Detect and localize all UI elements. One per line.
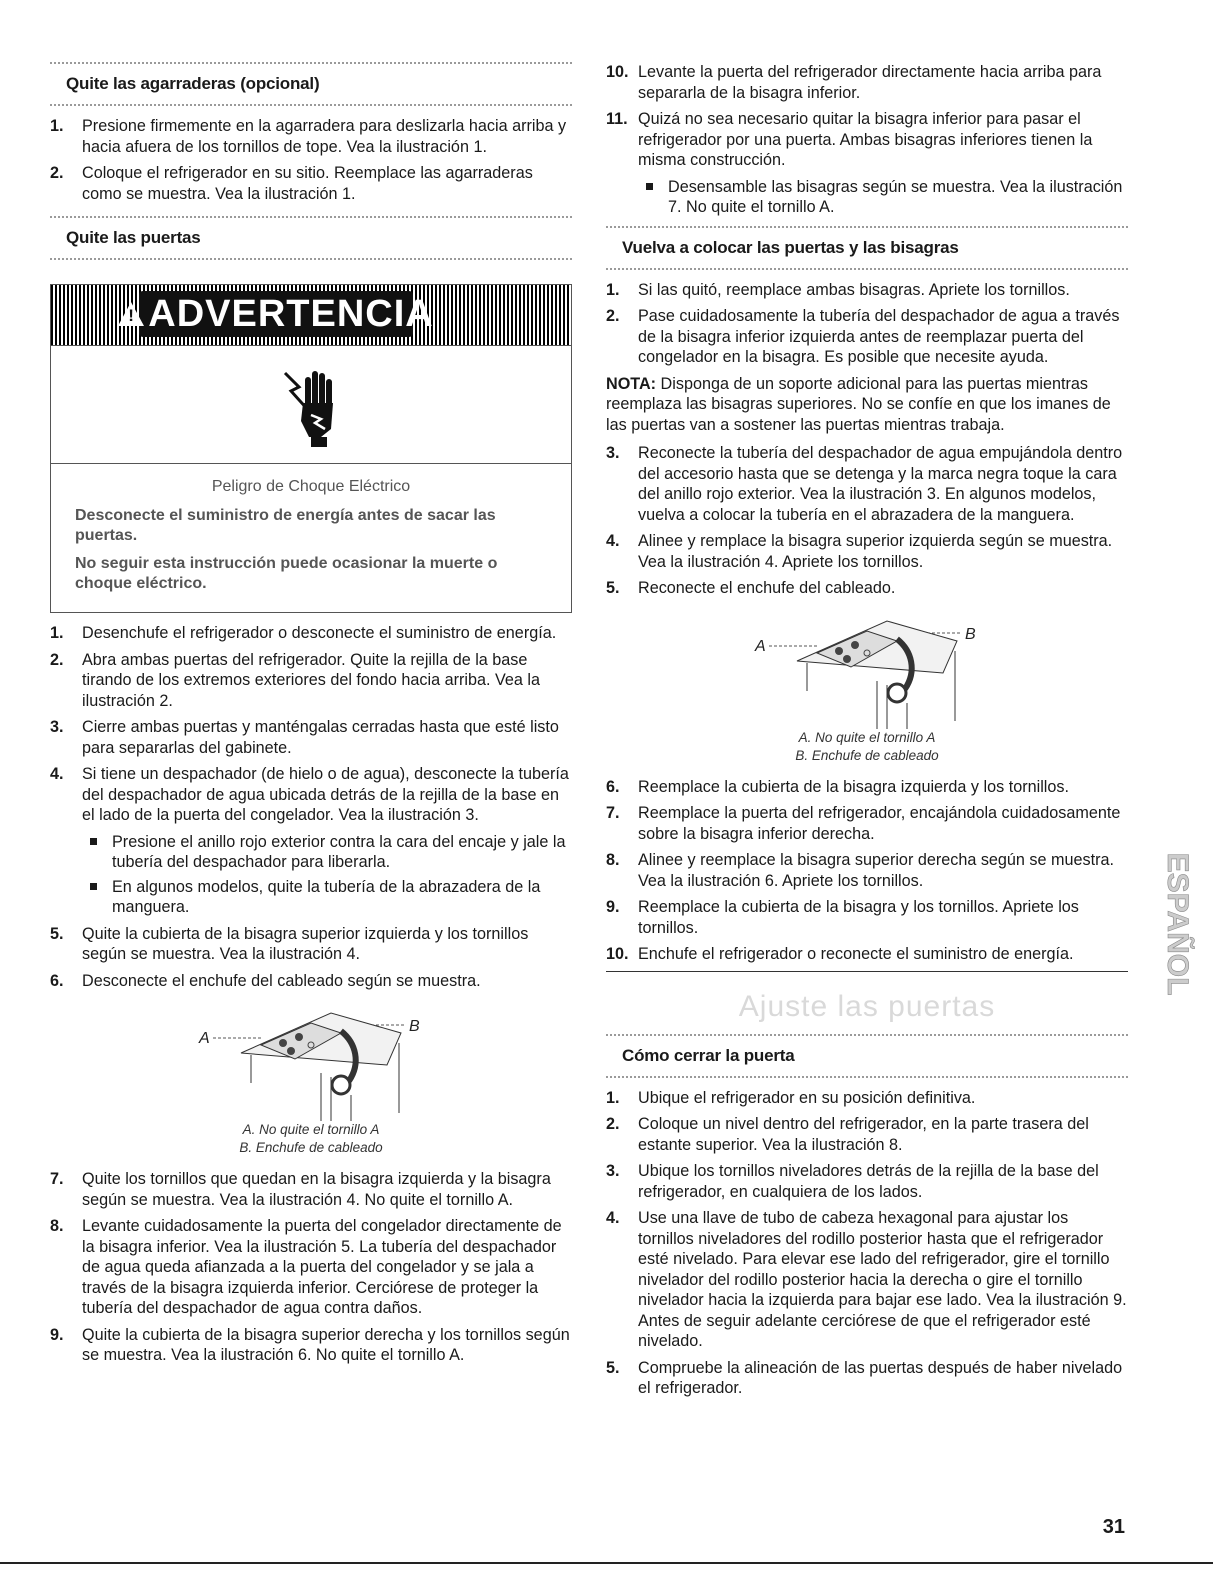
steps-reinstalar-cont bbox=[606, 443, 1128, 599]
label-a: A bbox=[755, 637, 766, 655]
list-item: 3. Ubique los tornillos niveladores detrás de la rejilla de la base del refrigerador, en cualquiera de los lados. bbox=[606, 1162, 1099, 1201]
section-title-puertas: Quite las puertas bbox=[66, 228, 201, 247]
list-item: 5. Reconecte el enchufe del cableado. bbox=[606, 579, 896, 597]
divider bbox=[50, 104, 572, 106]
steps-puertas-cont bbox=[50, 1169, 572, 1366]
page-number: 31 bbox=[1102, 1516, 1125, 1538]
hinge-illustration bbox=[50, 1003, 572, 1157]
list-item: 10. Enchufe el refrigerador o reconecte el suministro de energía. bbox=[606, 945, 1074, 963]
hinge-diagram bbox=[191, 1003, 431, 1121]
divider bbox=[50, 62, 572, 64]
steps-cerrar bbox=[606, 1088, 1128, 1399]
list-item: 2. Coloque un nivel dentro del refrigerador, en la parte trasera del estante superior. Vea la ilustración 8. bbox=[606, 1115, 1089, 1154]
steps-agarraderas bbox=[50, 116, 572, 204]
divider bbox=[606, 1076, 1128, 1078]
list-item: 6. Desconecte el enchufe del cableado según se muestra. bbox=[50, 971, 481, 990]
side-tab-label: ESPAÑOL bbox=[1161, 852, 1194, 996]
section-title-agarraderas: Quite las agarraderas (opcional) bbox=[66, 74, 320, 93]
steps-puertas bbox=[50, 623, 572, 991]
bullet-item: Presione el anillo rojo exterior contra la cara del encaje y jale la tubería del despachador para liberarla. bbox=[82, 832, 572, 873]
figure-caption: A. No quite el tornillo A bbox=[242, 1122, 380, 1137]
warning-triangle-icon bbox=[118, 302, 144, 326]
section-banner: Ajuste las puertas bbox=[738, 989, 996, 1023]
section-title-cerrar: Cómo cerrar la puerta bbox=[622, 1045, 795, 1065]
list-item: 9. Reemplace la cubierta de la bisagra y los tornillos. Apriete los tornillos. bbox=[606, 898, 1079, 937]
figure-caption: B. Enchufe de cableado bbox=[239, 1140, 383, 1155]
list-item: 11. Quizá no sea necesario quitar la bisagra inferior para pasar el refrigerador por una puerta. Ambas bisagras inferiores tienen la misma construcción. Desensamble las bisagras según se muestra. Vea la ilustración 7. No quite el tornillo A. bbox=[606, 109, 1128, 218]
list-item: 7. Quite los tornillos que quedan en la bisagra izquierda y la bisagra según se muestra. Vea la ilustración 4. No quite el tornillo A. bbox=[50, 1170, 551, 1209]
warning-banner bbox=[51, 285, 571, 345]
list-item: 5. Quite la cubierta de la bisagra superior izquierda y los tornillos según se muestra. Vea la ilustración 4. bbox=[50, 924, 529, 963]
divider bbox=[50, 216, 572, 218]
warning-text: No seguir esta instrucción puede ocasionar la muerte o choque eléctrico. bbox=[75, 555, 498, 592]
warning-box bbox=[50, 284, 572, 613]
divider bbox=[50, 258, 572, 260]
list-item: 4. Alinee y remplace la bisagra superior izquierda según se muestra. Vea la ilustración 4. Apriete los tornillos. bbox=[606, 532, 1113, 571]
warning-banner-text: ADVERTENCIA bbox=[148, 292, 434, 335]
list-item: 4. Use una llave de tubo de cabeza hexagonal para ajustar los tornillos niveladores del rodillo posterior hasta que el refrigerador esté nivelado. Para elevar ese lado del refrigerador, gire el tornillo nivelador del rodillo posterior hacia la derecha o gire el tornillo nivelador hacia la izquierda para bajar ese lado. Vea la ilustración 9. Antes de seguir adelante cerciórese de que el refrigerador esté nivelado. bbox=[606, 1209, 1127, 1350]
section-title-reinstalar: Vuelva a colocar las puertas y las bisagras bbox=[622, 237, 959, 257]
hinge-illustration bbox=[606, 611, 1128, 765]
warning-heading: Peligro de Choque Eléctrico bbox=[211, 478, 411, 495]
warning-text: Desconecte el suministro de energía antes de sacar las puertas. bbox=[75, 507, 496, 544]
right-column bbox=[606, 62, 1128, 1405]
list-item: 1. Desenchufe el refrigerador o desconecte el suministro de energía. bbox=[50, 624, 557, 642]
label-b: B bbox=[409, 1018, 420, 1035]
language-side-tab bbox=[1148, 804, 1194, 1044]
list-item: 2. Pase cuidadosamente la tubería del despachador de agua a través de la bisagra inferior izquierda antes de reemplazar puerta del congelador en la bisagra. Es posible que necesite ayuda. bbox=[606, 307, 1120, 366]
list-item: 2. Abra ambas puertas del refrigerador. Quite la rejilla de la base tirando de los extremos exteriores del fondo hacia arriba. Vea la ilustración 2. bbox=[50, 650, 541, 710]
figure-caption: B. Enchufe de cableado bbox=[795, 747, 939, 763]
list-item: 2. Coloque el refrigerador en su sitio. Reemplace las agarraderas como se muestra. Vea la ilustración 1. bbox=[50, 164, 533, 203]
bullet-item: Desensamble las bisagras según se muestra. Vea la ilustración 7. No quite el tornillo A. bbox=[638, 177, 1128, 218]
list-item: 1. Presione firmemente en la agarradera para deslizarla hacia arriba y hacia afuera de los tornillos de tope. Vea la ilustración 1. bbox=[50, 117, 567, 156]
steps-puertas-cont2 bbox=[606, 62, 1128, 218]
electric-shock-hand-icon bbox=[281, 363, 341, 447]
divider bbox=[606, 971, 1128, 972]
list-item: 7. Reemplace la puerta del refrigerador, encajándola cuidadosamente sobre la bisagra inferior derecha. bbox=[606, 804, 1121, 843]
list-item: 1. Ubique el refrigerador en su posición definitiva. bbox=[606, 1088, 976, 1107]
list-item: 6. Reemplace la cubierta de la bisagra izquierda y los tornillos. bbox=[606, 777, 1069, 796]
list-item: 3. Cierre ambas puertas y manténgalas cerradas hasta que esté listo para separarlas del gabinete. bbox=[50, 718, 559, 757]
list-item: 4. Si tiene un despachador (de hielo o de agua), desconecte la tubería del despachador de agua ubicada detrás de la rejilla de la base en el lado de la puerta del congelador. Vea la ilustración 3. Presione el anillo rojo exterior contra la cara del encaje y jale la tubería del despachador para liberarla. En algunos modelos, quite la tubería de la abrazadera de la manguera. bbox=[50, 764, 572, 918]
label-a: A bbox=[199, 1030, 210, 1047]
figure-caption: A. No quite el tornillo A bbox=[798, 729, 936, 745]
list-item: 3. Reconecte la tubería del despachador de agua empujándola dentro del accesorio hasta que se detenga y la marca negra toque la cara del anillo rojo exterior. Vea la ilustración 3. En algunos modelos, vuelva a colocar la tubería en el abrazadera de la manguera. bbox=[606, 444, 1123, 524]
left-column bbox=[50, 62, 572, 1372]
list-item: 9. Quite la cubierta de la bisagra superior derecha y los tornillos según se muestra. Vea la ilustración 6. No quite el tornillo A. bbox=[50, 1325, 570, 1364]
list-item: 8. Levante cuidadosamente la puerta del congelador directamente de la bisagra inferior. Vea la ilustración 5. La tubería del despachador de agua queda afianzada a la puerta del congelador y se jala a través de la bisagra izquierda inferior. Cerciórese de proteger la tubería del despachador de agua contra daños. bbox=[50, 1217, 562, 1317]
divider bbox=[606, 268, 1128, 270]
bottom-rule bbox=[0, 1562, 1213, 1564]
divider bbox=[606, 226, 1128, 228]
steps-reinstalar-cont2 bbox=[606, 777, 1128, 965]
label-b: B bbox=[965, 625, 976, 643]
list-item: 10. Levante la puerta del refrigerador directamente hacia arriba para separarla de la bisagra inferior. bbox=[606, 63, 1102, 102]
bullet-item: En algunos modelos, quite la tubería de la abrazadera de la manguera. bbox=[82, 877, 572, 918]
list-item: 1. Si las quitó, reemplace ambas bisagras. Apriete los tornillos. bbox=[606, 280, 1070, 299]
list-item: 8. Alinee y reemplace la bisagra superior derecha según se muestra. Vea la ilustración 6. Apriete los tornillos. bbox=[606, 851, 1114, 890]
divider bbox=[606, 1034, 1128, 1036]
note-paragraph: NOTA: Disponga de un soporte adicional para las puertas mientras reemplaza las bisagras superiores. No se confíe en que los imanes de las puertas van a sostener las puertas mientras trabaja. bbox=[606, 374, 1111, 434]
hinge-diagram bbox=[747, 611, 987, 729]
list-item: 5. Compruebe la alineación de las puertas después de haber nivelado el refrigerador. bbox=[606, 1358, 1123, 1397]
steps-reinstalar bbox=[606, 280, 1128, 368]
